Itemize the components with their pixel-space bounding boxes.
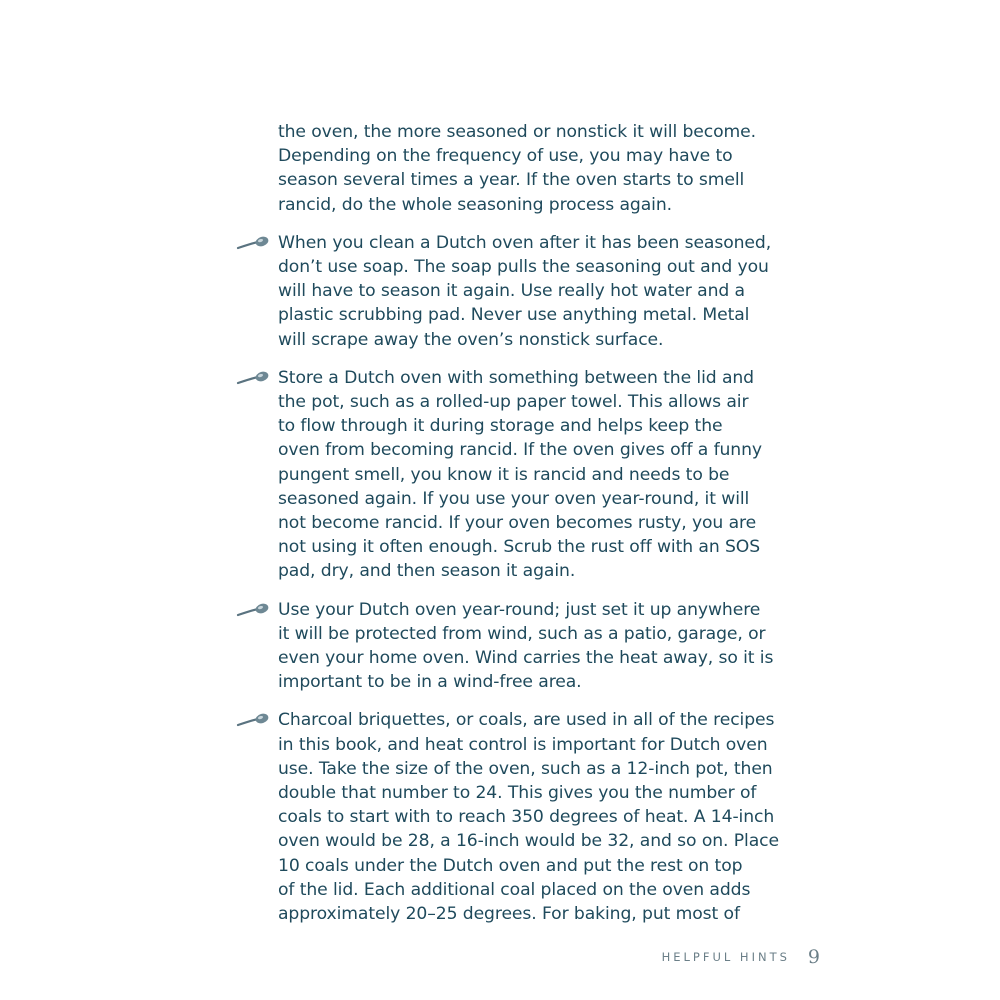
hint-item-4 bbox=[278, 708, 798, 926]
hint-text: Store a Dutch oven with something between the lid and the pot, such as a rolled-up paper towel. This allows air to flow through it during storage and helps keep the oven from becoming rancid. If the oven gives off a funny pungent smell, you know it is rancid and needs to be seasoned again. If you use your oven year-round, it will not become rancid. If your oven becomes rusty, you are not using it often enough. Scrub the rust off with an SOS pad, dry, and then season it again. bbox=[278, 367, 762, 582]
hint-text: Charcoal briquettes, or coals, are used in all of the recipes in this book, and heat control is important for Dutch oven use. Take the size of the oven, such as a 12-inch pot, then double that number to 24. This gives you the number of coals to start with to reach 350 degrees of heat. A 14-inch oven would be 28, a 16-inch would be 32, and so on. Place 10 coals under the Dutch oven and put the rest on top of the lid. Each additional coal placed on the oven adds approximately 20–25 degrees. For baking, put most of bbox=[278, 710, 779, 925]
hint-item-3 bbox=[278, 598, 798, 695]
hint-item-1 bbox=[278, 231, 798, 352]
page-content bbox=[278, 120, 798, 940]
hint-text: When you clean a Dutch oven after it has been seasoned, don’t use soap. The soap pulls the seasoning out and you will have to season it again. Use really hot water and a plastic scrubbing pad. Never use anything metal. Metal will scrape away the oven’s nonstick surface. bbox=[278, 232, 772, 350]
section-label: HELPFUL HINTS bbox=[661, 950, 790, 964]
spoon-icon bbox=[236, 370, 270, 386]
spoon-icon bbox=[236, 235, 270, 251]
page-footer bbox=[560, 945, 820, 969]
hint-text: Use your Dutch oven year-round; just set it up anywhere it will be protected from wind, such as a patio, garage, or even your home oven. Wind carries the heat away, so it is important to be in a wind-free area. bbox=[278, 599, 774, 693]
continued-paragraph: the oven, the more seasoned or nonstick it will become. Depending on the frequency of use, you may have to season several times a year. If the oven starts to smell rancid, do the whole seasoning process again. bbox=[278, 122, 757, 215]
spoon-icon bbox=[236, 712, 270, 728]
spoon-icon bbox=[236, 602, 270, 618]
hint-item-2 bbox=[278, 366, 798, 584]
page-number: 9 bbox=[807, 946, 820, 968]
